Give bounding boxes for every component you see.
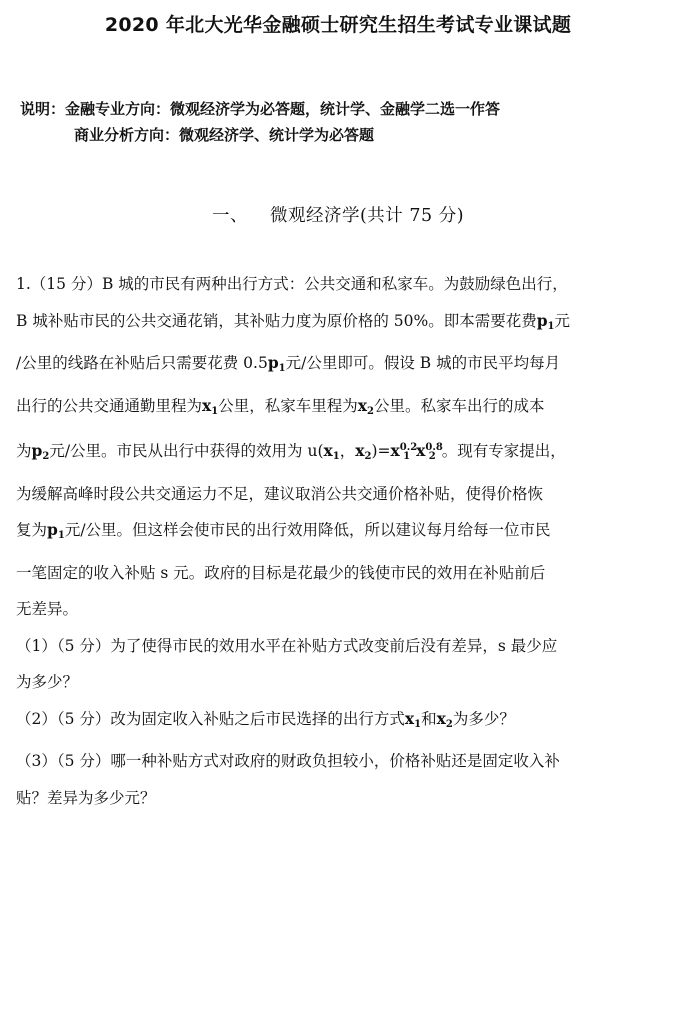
math-var: $p_2$ — [31, 441, 50, 462]
instructions — [20, 96, 500, 148]
math-var: $p_1$ — [536, 310, 555, 332]
instructions-label: 说明： — [20, 100, 66, 118]
problem-line: 出行的公共交通通勤里程为$x_1$公里，私家车里程为$x_2$公里。私家车出行的成本 — [16, 395, 545, 417]
math-var: $x_1$ — [404, 708, 422, 730]
section-number: 一、 — [211, 206, 248, 226]
math-var: $x_1$ — [323, 441, 340, 462]
math-var: $x_2$ — [357, 395, 374, 417]
problem-line: /公里的线路在补贴后只需要花费 $0.5p_1$元/公里即可。假设 B 城的市民平均每月 — [16, 353, 561, 374]
exam-title: 2020 年北大光华金融硕士研究生招生考试专业课试题 — [104, 14, 572, 36]
math-var: $p_1$ — [267, 353, 286, 374]
math-var: $p_1$ — [47, 520, 65, 541]
problem-text — [16, 266, 656, 628]
problem-line: 复为$p_1$元/公里。但这样会使市民的出行效用降低，所以建议每月给每一位市民 — [16, 520, 551, 541]
math-var: $x_1$ — [202, 395, 219, 417]
question-2: （2）（5 分）改为固定收入补贴之后市民选择的出行方式$x_1$和$x_2$为多少？ — [16, 708, 515, 730]
problem-line: B 城补贴市民的公共交通花销，其补贴力度为原价格的 50%。即本需要花费$p_1$元 — [16, 310, 571, 332]
instructions-line-2: 商业分析方向：微观经济学、统计学为必答题 — [74, 126, 375, 144]
problem-line: 为$p_2$元/公里。市民从出行中获得的效用为 $u(x_1$，$x_2)=x^{0.2}_1$ $x^{0.8}_2$ 。现有专家提出， — [16, 441, 566, 462]
utility-formula: $x^{0.2}_1$ $x^{0.8}_2$ — [390, 441, 443, 462]
problem-line: 无差异。 — [16, 600, 79, 618]
question-3: （3）（5 分）哪一种补贴方式对政府的财政负担较小，价格补贴还是固定收入补 贴？差异为多少元？ — [16, 752, 560, 807]
problem-body — [16, 266, 656, 816]
math-var: $x_2$ — [436, 708, 453, 730]
problem-line: 为缓解高峰时段公共交通运力不足，建议取消公共交通价格补贴，使得价格恢 — [16, 484, 544, 503]
problem-line: 一笔固定的收入补贴 s 元。政府的目标是花最少的钱使市民的效用在补贴前后 — [16, 563, 546, 582]
section-heading — [0, 202, 676, 227]
instructions-line-1: 说明：金融专业方向：微观经济学为必答题，统计学、金融学二选一作答 — [20, 100, 501, 118]
problem-line: 1.（15 分）B 城的市民有两种出行方式：公共交通和私家车。为鼓励绿色出行， — [16, 275, 568, 293]
section-title: 微观经济学(共计 75 分) — [269, 206, 465, 226]
math-var: $x_2$ — [355, 441, 372, 462]
question-1: （1）（5 分）为了使得市民的效用水平在补贴方式改变前后没有差异，s 最少应 为多少？ — [16, 636, 558, 691]
